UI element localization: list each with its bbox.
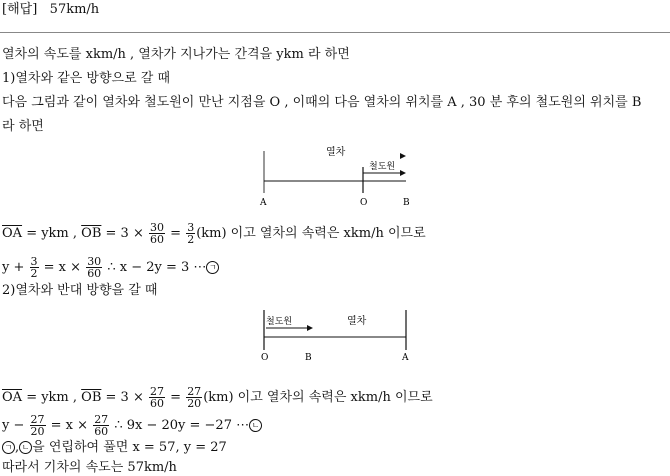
point-b-label: B xyxy=(403,198,410,208)
segment-ob: $\overline{OB}$ xyxy=(81,390,102,405)
point-o-label: O xyxy=(261,353,269,363)
fraction: $\frac{27}{20}$ xyxy=(187,385,202,410)
answer-header xyxy=(2,2,99,18)
circled-marker-1: ㄱ xyxy=(2,441,15,454)
segment-oa: $\overline{OA}$ xyxy=(2,226,23,241)
train-label: 열차 xyxy=(326,147,346,158)
case2-equation-2: y − $\frac{27}{20}$ = x × $\frac{27}{60}$ ∴ 9x − 20y = −27 ⋯ ㄴ xyxy=(2,414,262,437)
fraction: $\frac{30}{60}$ xyxy=(87,255,102,280)
point-a-label: A xyxy=(402,353,409,363)
case1-equation-1: $\overline{OA}$ = ykm , $\overline{OB} = 3$ × $\frac{30}{60}$ = $\frac{3}{2}$ (km) 이고 열차의 속력은 xkm/h 이므로 xyxy=(2,221,426,246)
fraction: $\frac{30}{60}$ xyxy=(150,221,164,246)
circled-marker-2: ㄴ xyxy=(249,419,262,432)
case2-equation-1: $\overline{OA}$ = ykm , $\overline{OB} = 3$ × $\frac{27}{60}$ = $\frac{27}{20}$ (km) 이고 열차의 속력은 xkm/h 이므로 xyxy=(2,385,433,410)
worker-label: 철도원 xyxy=(369,162,396,172)
train-label: 열차 xyxy=(347,316,367,327)
worker-arrow-icon xyxy=(307,325,313,331)
fraction: $\frac{27}{60}$ xyxy=(94,413,109,438)
circled-marker-1: ㄱ xyxy=(206,261,219,274)
point-a-label: A xyxy=(260,198,267,208)
solve-text: 을 연립하여 풀면 x = 57, y = 27 xyxy=(32,440,227,455)
case1-description-cont: 라 하면 xyxy=(2,119,44,134)
point-b-label: B xyxy=(305,353,312,363)
segment-oa: $\overline{OA}$ xyxy=(2,390,23,405)
conclusion-line: 따라서 기차의 속도는 57km/h xyxy=(2,460,177,475)
case2-heading: 2)열차와 반대 방향을 갈 때 xyxy=(2,283,158,298)
fraction: $\frac{27}{60}$ xyxy=(150,385,164,410)
intro-line: 열차의 속도를 xkm/h , 열차가 지나가는 간격을 ykm 라 하면 xyxy=(2,47,350,62)
fraction: $\frac{27}{20}$ xyxy=(30,413,45,438)
segment-ob: $\overline{OB}$ xyxy=(81,226,102,241)
answer-label: [해답] xyxy=(2,2,38,17)
train-arrow-icon xyxy=(400,153,406,159)
case1-heading: 1)열차와 같은 방향으로 갈 때 xyxy=(2,71,171,86)
divider xyxy=(0,32,670,33)
fraction: $\frac{3}{2}$ xyxy=(187,221,195,246)
answer-value: 57km/h xyxy=(49,2,100,17)
fraction: $\frac{3}{2}$ xyxy=(30,255,38,280)
case1-equation-2: y + $\frac{3}{2}$ = x × $\frac{30}{60}$ ∴ x − 2y = 3 ⋯ ㄱ xyxy=(2,256,219,279)
point-o-label: O xyxy=(360,198,368,208)
circled-marker-2: ㄴ xyxy=(19,441,32,454)
worker-arrow-icon xyxy=(400,170,406,176)
case2-diagram xyxy=(0,308,670,368)
case1-description: 다음 그림과 같이 열차와 철도원이 만난 지점을 O , 이때의 다음 열차의 위치를 A , 30 분 후의 철도원의 위치를 B xyxy=(2,95,642,110)
worker-label: 철도원 xyxy=(266,317,293,327)
solve-line: ㄱ , ㄴ 을 연립하여 풀면 x = 57, y = 27 xyxy=(2,440,227,456)
case1-diagram xyxy=(0,143,670,213)
